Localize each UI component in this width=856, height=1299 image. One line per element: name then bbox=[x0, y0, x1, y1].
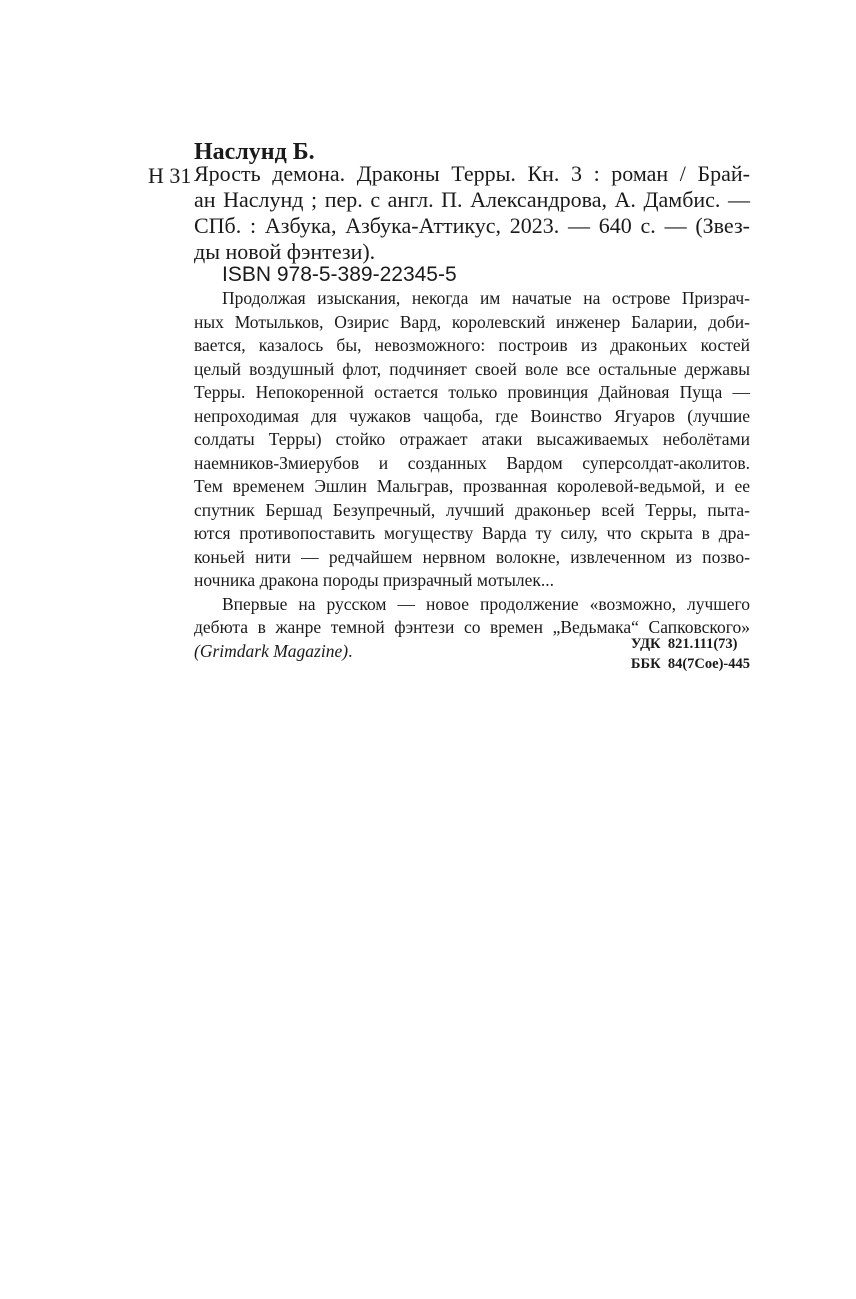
isbn: ISBN 978-5-389-22345-5 bbox=[222, 263, 457, 286]
udk-row bbox=[631, 634, 750, 654]
annotation-line: непроходимая для чужаков чащоба, где Воинство Ягуаров (лучшие bbox=[194, 405, 750, 426]
annotation bbox=[194, 287, 750, 663]
description-line: СПб. : Азбука, Азбука-Аттикус, 2023. — 640 с. — (Звез- bbox=[194, 213, 750, 238]
annotation-line: Тем временем Эшлин Мальграв, прозванная королевой-ведьмой, и ее bbox=[194, 476, 750, 496]
description-line: Ярость демона. Драконы Терры. Кн. 3 : роман / Брай- bbox=[194, 161, 750, 186]
udk-label: УДК bbox=[630, 636, 661, 652]
udk-value: 821.111(73) bbox=[667, 636, 738, 652]
bbk-row bbox=[631, 654, 750, 674]
annotation-line: целый воздушный флот, подчиняет своей воле все остальные державы bbox=[194, 358, 750, 379]
annotation-line: наемников-Змиерубов и созданных Вардом суперсолдат-аколитов. bbox=[194, 452, 750, 473]
annotation-line: Продолжая изыскания, некогда им начатые на острове Призрач- bbox=[222, 288, 750, 308]
source-citation: (Grimdark Magazine) bbox=[194, 640, 349, 661]
annotation-line: ных Мотыльков, Озирис Вард, королевский инженер Баларии, доби- bbox=[194, 311, 750, 332]
annotation-line: Впервые на русском — новое продолжение «возможно, лучшего bbox=[222, 593, 750, 614]
annotation-line: ночника дракона породы призрачный мотылек... bbox=[194, 570, 555, 590]
annotation-line: коньей нити — редчайшем нервном волокне, извлеченном из позво- bbox=[194, 546, 750, 567]
bbk-label: ББК bbox=[630, 656, 661, 672]
annotation-line: вается, казалось бы, невозможного: построив из драконьих костей bbox=[194, 335, 750, 355]
author-heading: Наслунд Б. bbox=[194, 139, 315, 165]
description-line: ды новой фэнтези). bbox=[194, 239, 376, 264]
library-code: Н 31 bbox=[148, 163, 192, 188]
description-line: ан Наслунд ; пер. с англ. П. Александрова, А. Дамбис. — bbox=[194, 187, 750, 212]
bibliographic-description bbox=[194, 161, 750, 265]
bbk-value: 84(7Сое)-445 bbox=[667, 656, 750, 672]
annotation-line: дебюта в жанре темной фэнтези со времен „Ведьмака“ Сапковского» bbox=[194, 617, 750, 637]
annotation-line: солдаты Терры) стойко отражает атаки высаживаемых неболётами bbox=[194, 429, 750, 449]
closing-period: . bbox=[348, 640, 353, 661]
annotation-line: Терры. Непокоренной остается только провинция Дайновая Пуща — bbox=[194, 382, 750, 402]
annotation-line: спутник Бершад Безупречный, лучший драконьер всей Терры, пыта- bbox=[194, 499, 750, 520]
annotation-line: ются противопоставить могуществу Варда ту силу, что скрыта в дра- bbox=[194, 523, 750, 543]
classification-codes bbox=[631, 634, 750, 674]
